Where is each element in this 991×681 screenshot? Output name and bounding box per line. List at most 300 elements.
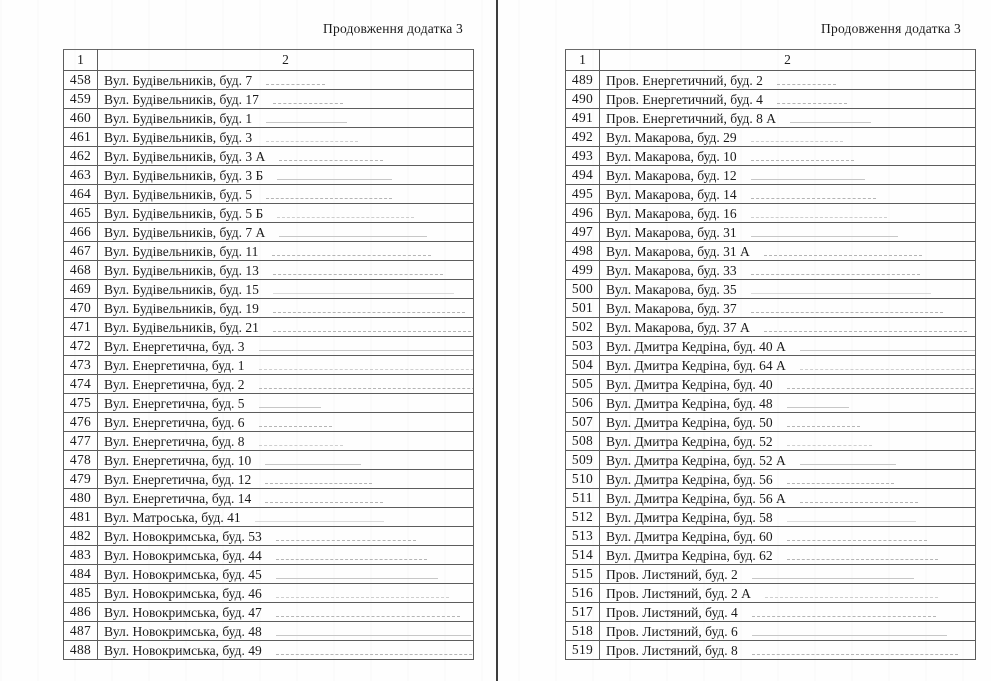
table-row — [566, 527, 976, 546]
address-cell — [98, 622, 474, 641]
address-text: Вул. Енергетична, буд. 8 — [104, 433, 245, 449]
address-text: Пров. Листяний, буд. 2 — [606, 566, 738, 582]
table-row — [64, 318, 474, 337]
address-cell — [600, 546, 976, 565]
scan-artifact-line — [787, 540, 927, 541]
row-number-cell: 480 — [64, 489, 98, 508]
row-number-cell: 504 — [566, 356, 600, 375]
address-table-left — [63, 49, 474, 660]
row-number-cell: 471 — [64, 318, 98, 337]
address-cell — [98, 489, 474, 508]
row-number-cell: 462 — [64, 147, 98, 166]
table-row — [566, 641, 976, 660]
scan-artifact-line — [751, 293, 932, 294]
address-cell — [98, 451, 474, 470]
row-number-cell: 467 — [64, 242, 98, 261]
address-cell — [600, 432, 976, 451]
address-text: Пров. Листяний, буд. 4 — [606, 604, 738, 620]
table-row — [64, 356, 474, 375]
address-cell — [98, 527, 474, 546]
address-cell — [98, 508, 474, 527]
scan-artifact-line — [800, 369, 976, 370]
address-text: Вул. Дмитра Кедріна, буд. 62 — [606, 547, 773, 563]
scan-artifact-line — [273, 103, 343, 104]
table-row — [566, 375, 976, 394]
table-row — [64, 147, 474, 166]
scan-artifact-line — [764, 331, 967, 332]
scan-artifact-line — [273, 274, 443, 275]
scan-artifact-line — [276, 635, 472, 636]
row-number-cell: 475 — [64, 394, 98, 413]
row-number-cell: 501 — [566, 299, 600, 318]
row-number-cell: 493 — [566, 147, 600, 166]
scan-artifact-line — [787, 483, 894, 484]
address-text: Вул. Макарова, буд. 35 — [606, 281, 737, 297]
row-number-cell: 469 — [64, 280, 98, 299]
scan-artifact-line — [777, 103, 847, 104]
address-cell — [98, 603, 474, 622]
address-text: Вул. Макарова, буд. 12 — [606, 167, 737, 183]
address-cell — [600, 299, 976, 318]
table-row — [64, 223, 474, 242]
address-text: Вул. Енергетична, буд. 6 — [104, 414, 245, 430]
scan-artifact-line — [265, 483, 372, 484]
address-text: Вул. Дмитра Кедріна, буд. 60 — [606, 528, 773, 544]
address-text: Вул. Макарова, буд. 14 — [606, 186, 737, 202]
table-row — [64, 90, 474, 109]
scan-artifact-line — [265, 464, 361, 465]
row-number-cell: 484 — [64, 565, 98, 584]
scan-artifact-line — [277, 179, 391, 180]
page-header: Продовження додатка 3 — [821, 21, 961, 36]
table-head — [566, 50, 976, 71]
scan-artifact-line — [751, 236, 899, 237]
row-number-cell: 507 — [566, 413, 600, 432]
row-number-cell: 485 — [64, 584, 98, 603]
address-text: Пров. Енергетичний, буд. 8 А — [606, 110, 777, 126]
row-number-cell: 479 — [64, 470, 98, 489]
row-number-cell: 487 — [64, 622, 98, 641]
address-cell — [98, 565, 474, 584]
table-row — [64, 299, 474, 318]
address-text: Вул. Дмитра Кедріна, буд. 58 — [606, 509, 773, 525]
scan-artifact-line — [266, 141, 358, 142]
table-row — [64, 451, 474, 470]
address-text: Вул. Дмитра Кедріна, буд. 52 А — [606, 452, 786, 468]
scan-artifact-line — [751, 141, 843, 142]
row-number-cell: 488 — [64, 641, 98, 660]
address-cell — [600, 147, 976, 166]
address-text: Пров. Листяний, буд. 6 — [606, 623, 738, 639]
table-row — [64, 622, 474, 641]
address-text: Вул. Енергетична, буд. 3 — [104, 338, 245, 354]
address-text: Вул. Новокримська, буд. 49 — [104, 642, 262, 658]
scan-artifact-line — [751, 312, 943, 313]
address-cell — [98, 394, 474, 413]
row-number-cell: 496 — [566, 204, 600, 223]
address-cell — [98, 204, 474, 223]
address-cell — [98, 185, 474, 204]
table-row — [64, 280, 474, 299]
scan-artifact-line — [751, 179, 865, 180]
scan-artifact-line — [259, 445, 344, 446]
table-row — [566, 413, 976, 432]
scan-artifact-line — [266, 84, 325, 85]
address-text: Вул. Будівельників, буд. 7 А — [104, 224, 266, 240]
address-text: Вул. Енергетична, буд. 10 — [104, 452, 252, 468]
table-row — [64, 394, 474, 413]
table-row — [64, 109, 474, 128]
row-number-cell: 492 — [566, 128, 600, 147]
scan-artifact-line — [273, 331, 474, 332]
row-number-cell: 486 — [64, 603, 98, 622]
table-row — [64, 527, 474, 546]
row-number-cell: 466 — [64, 223, 98, 242]
address-text: Вул. Дмитра Кедріна, буд. 56 — [606, 471, 773, 487]
address-cell — [98, 356, 474, 375]
table-row — [566, 204, 976, 223]
address-text: Вул. Будівельників, буд. 5 — [104, 186, 253, 202]
table-row — [64, 71, 474, 90]
scan-artifact-line — [259, 426, 333, 427]
address-text: Вул. Дмитра Кедріна, буд. 64 А — [606, 357, 786, 373]
scan-artifact-line — [259, 350, 473, 351]
table-row — [566, 223, 976, 242]
address-cell — [98, 90, 474, 109]
scan-artifact-line — [276, 654, 474, 655]
scan-artifact-line — [276, 559, 427, 560]
table-row — [566, 565, 976, 584]
address-text: Вул. Дмитра Кедріна, буд. 40 А — [606, 338, 786, 354]
address-cell — [98, 147, 474, 166]
page-header: Продовження додатка 3 — [323, 21, 463, 36]
row-number-cell: 510 — [566, 470, 600, 489]
row-number-cell: 481 — [64, 508, 98, 527]
address-text: Пров. Листяний, буд. 8 — [606, 642, 738, 658]
column-header-1: 1 — [64, 50, 98, 71]
row-number-cell: 508 — [566, 432, 600, 451]
table-body — [64, 71, 474, 660]
scan-artifact-line — [279, 236, 427, 237]
table-row — [64, 508, 474, 527]
address-cell — [600, 413, 976, 432]
table-row — [566, 261, 976, 280]
table-row — [566, 394, 976, 413]
scan-artifact-line — [276, 540, 416, 541]
row-number-cell: 477 — [64, 432, 98, 451]
row-number-cell: 499 — [566, 261, 600, 280]
address-cell — [600, 584, 976, 603]
row-number-cell: 519 — [566, 641, 600, 660]
address-cell — [600, 375, 976, 394]
address-text: Вул. Новокримська, буд. 47 — [104, 604, 262, 620]
row-number-cell: 518 — [566, 622, 600, 641]
scan-artifact-line — [790, 122, 871, 123]
scan-artifact-line — [752, 578, 914, 579]
table-row — [566, 147, 976, 166]
table-row — [64, 242, 474, 261]
row-number-cell: 489 — [566, 71, 600, 90]
scan-artifact-line — [777, 84, 836, 85]
row-number-cell: 482 — [64, 527, 98, 546]
row-number-cell: 472 — [64, 337, 98, 356]
address-cell — [600, 489, 976, 508]
scan-artifact-line — [266, 122, 347, 123]
column-header-2: 2 — [600, 50, 976, 71]
row-number-cell: 505 — [566, 375, 600, 394]
address-cell — [600, 527, 976, 546]
row-number-cell: 509 — [566, 451, 600, 470]
row-number-cell: 514 — [566, 546, 600, 565]
address-cell — [98, 413, 474, 432]
address-text: Вул. Дмитра Кедріна, буд. 40 — [606, 376, 773, 392]
address-text: Вул. Будівельників, буд. 15 — [104, 281, 259, 297]
address-cell — [600, 261, 976, 280]
table-row — [566, 109, 976, 128]
page-right — [498, 0, 991, 681]
scan-artifact-line — [276, 616, 461, 617]
address-text: Вул. Дмитра Кедріна, буд. 56 А — [606, 490, 786, 506]
table-row — [566, 470, 976, 489]
row-number-cell: 463 — [64, 166, 98, 185]
table-row — [566, 489, 976, 508]
scan-artifact-line — [276, 597, 449, 598]
scan-artifact-line — [259, 369, 474, 370]
table-row — [64, 337, 474, 356]
scan-artifact-line — [273, 312, 465, 313]
table-row — [64, 432, 474, 451]
address-text: Вул. Будівельників, буд. 1 — [104, 110, 253, 126]
table-row — [64, 204, 474, 223]
address-text: Вул. Новокримська, буд. 45 — [104, 566, 262, 582]
row-number-cell: 491 — [566, 109, 600, 128]
scan-artifact-line — [800, 464, 896, 465]
row-number-cell: 470 — [64, 299, 98, 318]
address-text: Вул. Будівельників, буд. 13 — [104, 262, 259, 278]
address-cell — [98, 337, 474, 356]
row-number-cell: 464 — [64, 185, 98, 204]
row-number-cell: 478 — [64, 451, 98, 470]
address-cell — [98, 242, 474, 261]
address-text: Вул. Будівельників, буд. 19 — [104, 300, 259, 316]
address-cell — [98, 470, 474, 489]
address-cell — [98, 546, 474, 565]
table-row — [566, 318, 976, 337]
table-row — [64, 185, 474, 204]
table-row — [64, 128, 474, 147]
scan-artifact-line — [279, 160, 382, 161]
table-row — [64, 261, 474, 280]
table-row — [64, 489, 474, 508]
column-header-2: 2 — [98, 50, 474, 71]
scan-artifact-line — [751, 274, 921, 275]
address-text: Вул. Новокримська, буд. 48 — [104, 623, 262, 639]
row-number-cell: 517 — [566, 603, 600, 622]
address-cell — [600, 204, 976, 223]
address-cell — [98, 299, 474, 318]
scan-artifact-line — [752, 654, 959, 655]
scan-artifact-line — [266, 198, 391, 199]
address-cell — [98, 280, 474, 299]
scan-artifact-line — [787, 445, 872, 446]
table-row — [64, 641, 474, 660]
scan-artifact-line — [800, 502, 918, 503]
table-row — [566, 451, 976, 470]
row-number-cell: 461 — [64, 128, 98, 147]
address-text: Вул. Енергетична, буд. 2 — [104, 376, 245, 392]
row-number-cell: 506 — [566, 394, 600, 413]
address-cell — [98, 166, 474, 185]
table-row — [64, 584, 474, 603]
address-cell — [98, 432, 474, 451]
row-number-cell: 516 — [566, 584, 600, 603]
address-cell — [98, 128, 474, 147]
row-number-cell: 512 — [566, 508, 600, 527]
table-row — [566, 603, 976, 622]
table-row — [566, 185, 976, 204]
table-row — [566, 242, 976, 261]
address-cell — [600, 603, 976, 622]
row-number-cell: 515 — [566, 565, 600, 584]
address-text: Вул. Будівельників, буд. 5 Б — [104, 205, 264, 221]
row-number-cell: 465 — [64, 204, 98, 223]
address-cell — [98, 584, 474, 603]
address-cell — [600, 242, 976, 261]
table-row — [566, 71, 976, 90]
table-row — [64, 413, 474, 432]
address-text: Вул. Енергетична, буд. 14 — [104, 490, 252, 506]
address-text: Вул. Будівельників, буд. 7 — [104, 72, 253, 88]
address-cell — [600, 622, 976, 641]
address-text: Вул. Макарова, буд. 10 — [606, 148, 737, 164]
scan-artifact-line — [764, 255, 923, 256]
row-number-cell: 460 — [64, 109, 98, 128]
scan-artifact-line — [272, 255, 431, 256]
row-number-cell: 513 — [566, 527, 600, 546]
address-text: Вул. Новокримська, буд. 53 — [104, 528, 262, 544]
scan-artifact-line — [751, 198, 876, 199]
scan-artifact-line — [800, 350, 976, 351]
address-cell — [600, 185, 976, 204]
address-text: Вул. Макарова, буд. 29 — [606, 129, 737, 145]
address-cell — [600, 128, 976, 147]
address-cell — [98, 261, 474, 280]
row-number-cell: 473 — [64, 356, 98, 375]
row-number-cell: 498 — [566, 242, 600, 261]
address-text: Вул. Дмитра Кедріна, буд. 52 — [606, 433, 773, 449]
row-number-cell: 503 — [566, 337, 600, 356]
row-number-cell: 468 — [64, 261, 98, 280]
address-text: Вул. Новокримська, буд. 46 — [104, 585, 262, 601]
address-text: Вул. Будівельників, буд. 11 — [104, 243, 259, 259]
address-text: Вул. Макарова, буд. 37 — [606, 300, 737, 316]
table-row — [566, 280, 976, 299]
table-row — [64, 603, 474, 622]
column-header-row — [566, 50, 976, 71]
row-number-cell: 497 — [566, 223, 600, 242]
scan-artifact-line — [787, 426, 861, 427]
table-row — [64, 470, 474, 489]
row-number-cell: 490 — [566, 90, 600, 109]
row-number-cell: 458 — [64, 71, 98, 90]
address-text: Вул. Матроська, буд. 41 — [104, 509, 241, 525]
table-row — [566, 546, 976, 565]
address-text: Вул. Дмитра Кедріна, буд. 48 — [606, 395, 773, 411]
address-text: Вул. Макарова, буд. 16 — [606, 205, 737, 221]
address-cell — [600, 508, 976, 527]
scan-artifact-line — [752, 616, 937, 617]
address-text: Вул. Енергетична, буд. 12 — [104, 471, 252, 487]
address-text: Вул. Макарова, буд. 31 А — [606, 243, 750, 259]
address-cell — [600, 356, 976, 375]
address-text: Вул. Будівельників, буд. 3 Б — [104, 167, 264, 183]
address-cell — [600, 71, 976, 90]
scan-artifact-line — [259, 407, 322, 408]
table-row — [64, 375, 474, 394]
address-cell — [98, 223, 474, 242]
address-text: Вул. Макарова, буд. 33 — [606, 262, 737, 278]
scan-artifact-line — [273, 293, 454, 294]
address-text: Вул. Макарова, буд. 31 — [606, 224, 737, 240]
scan-artifact-line — [787, 407, 850, 408]
table-row — [566, 356, 976, 375]
column-header-1: 1 — [566, 50, 600, 71]
table-row — [566, 432, 976, 451]
table-row — [64, 546, 474, 565]
address-text: Вул. Енергетична, буд. 1 — [104, 357, 245, 373]
scan-artifact-line — [787, 521, 916, 522]
address-text: Пров. Енергетичний, буд. 4 — [606, 91, 763, 107]
scan-artifact-line — [265, 502, 383, 503]
address-cell — [600, 337, 976, 356]
address-text: Вул. Макарова, буд. 37 А — [606, 319, 750, 335]
scan-artifact-line — [276, 578, 438, 579]
address-text: Вул. Будівельників, буд. 3 А — [104, 148, 266, 164]
row-number-cell: 502 — [566, 318, 600, 337]
address-text: Вул. Будівельників, буд. 17 — [104, 91, 259, 107]
table-row — [566, 166, 976, 185]
scan-artifact-line — [751, 217, 888, 218]
address-cell — [98, 318, 474, 337]
address-text: Вул. Будівельників, буд. 3 — [104, 129, 253, 145]
address-text: Вул. Дмитра Кедріна, буд. 50 — [606, 414, 773, 430]
row-number-cell: 511 — [566, 489, 600, 508]
address-table-right — [565, 49, 976, 660]
table-row — [566, 337, 976, 356]
table-row — [64, 166, 474, 185]
row-number-cell: 459 — [64, 90, 98, 109]
address-cell — [600, 641, 976, 660]
table-head — [64, 50, 474, 71]
row-number-cell: 476 — [64, 413, 98, 432]
address-cell — [600, 166, 976, 185]
scan-artifact-line — [255, 521, 384, 522]
address-text: Вул. Енергетична, буд. 5 — [104, 395, 245, 411]
address-cell — [600, 109, 976, 128]
row-number-cell: 500 — [566, 280, 600, 299]
address-cell — [600, 280, 976, 299]
address-cell — [98, 71, 474, 90]
table-row — [566, 299, 976, 318]
row-number-cell: 494 — [566, 166, 600, 185]
address-cell — [98, 109, 474, 128]
address-text: Пров. Листяний, буд. 2 А — [606, 585, 751, 601]
table-body — [566, 71, 976, 660]
address-cell — [600, 470, 976, 489]
scan-artifact-line — [751, 160, 854, 161]
scan-artifact-line — [787, 559, 938, 560]
row-number-cell: 495 — [566, 185, 600, 204]
